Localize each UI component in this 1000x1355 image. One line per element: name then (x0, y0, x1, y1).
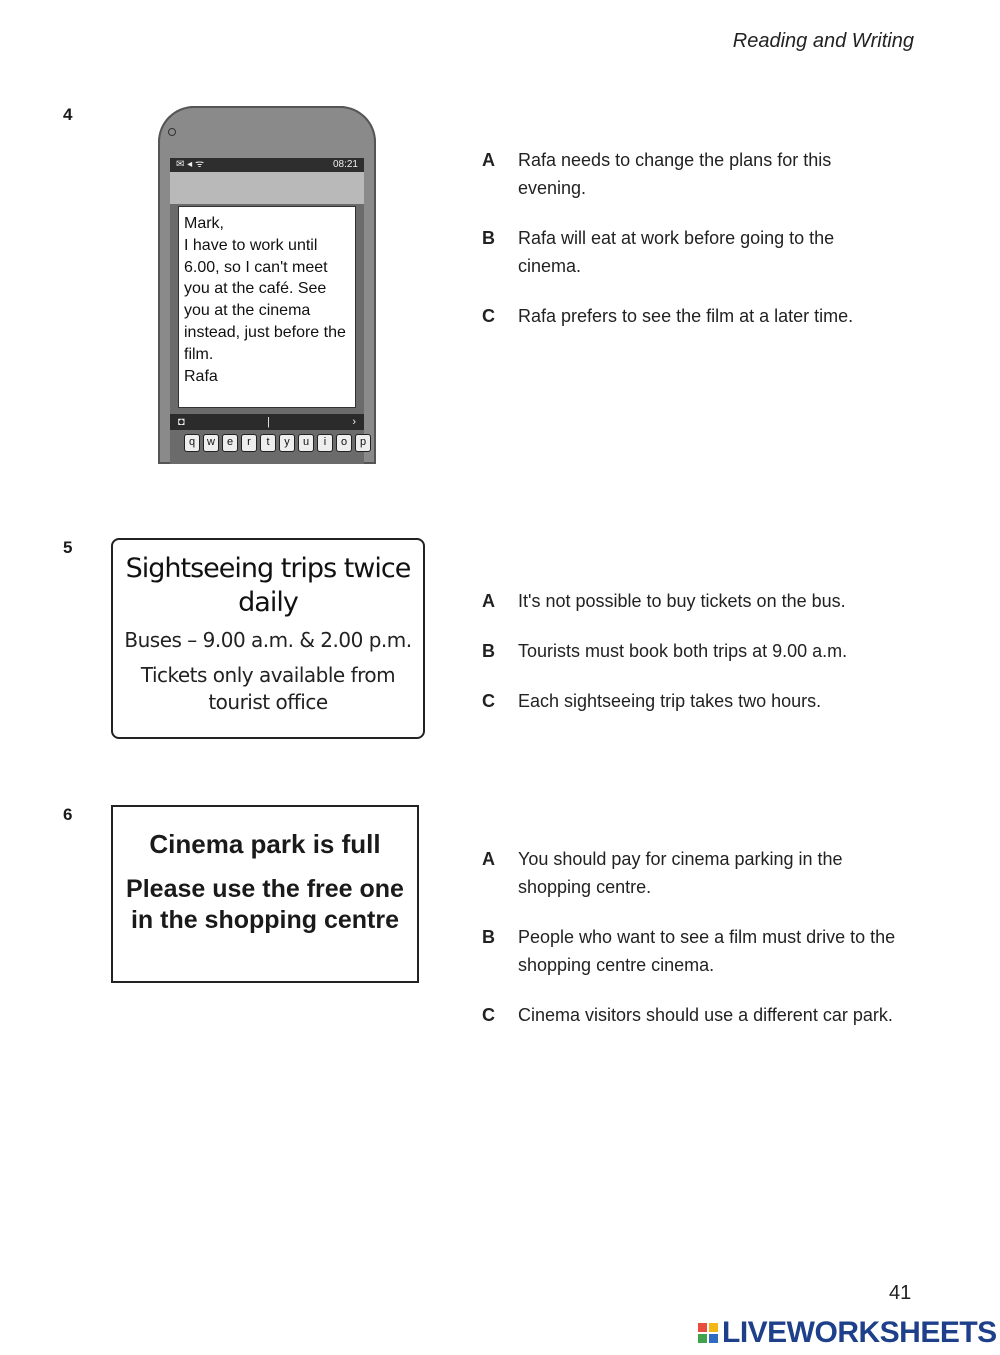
option-6c[interactable] (482, 1001, 902, 1029)
option-text: Rafa will eat at work before going to the cinema. (518, 228, 835, 276)
cursor-icon: | (267, 416, 270, 428)
phone-illustration (158, 106, 376, 464)
option-text: People who want to see a film must drive to the shopping centre cinema. (518, 927, 896, 975)
keyboard-key: u (298, 434, 314, 452)
message-toolbar (170, 414, 364, 430)
keyboard-key: i (317, 434, 333, 452)
keyboard-key: t (260, 434, 276, 452)
sign-title: Sightseeing trips twice daily (125, 553, 411, 618)
page-number: 41 (889, 1282, 912, 1304)
brand-logo[interactable] (698, 1318, 997, 1348)
options-question-6 (482, 845, 902, 1051)
keyboard-key: e (222, 434, 238, 452)
liveworksheets-logo-icon (698, 1323, 718, 1343)
option-text: You should pay for cinema parking in the shopping centre. (518, 849, 843, 897)
sign-bus-times: Buses – 9.00 a.m. & 2.00 p.m. (124, 628, 412, 652)
sign-instruction: Please use the free one in the shopping centre (126, 875, 404, 934)
option-text: Rafa prefers to see the film at a later time. (518, 306, 854, 326)
status-time: 08:21 (332, 159, 358, 170)
option-text: Rafa needs to change the plans for this evening. (518, 150, 832, 198)
phone-screen (170, 158, 367, 464)
keyboard-key: o (336, 434, 352, 452)
sign-heading: Cinema park is full (149, 829, 381, 859)
car-park-sign (111, 805, 419, 983)
option-text: Cinema visitors should use a different car park. (518, 1005, 893, 1025)
keyboard-key: q (184, 434, 200, 452)
option-4c[interactable] (482, 302, 902, 330)
option-5b[interactable] (482, 637, 902, 665)
screen-header (170, 172, 364, 204)
options-question-4 (482, 146, 902, 352)
sign-tickets-note: Tickets only available from tourist office (140, 663, 396, 714)
option-text: Each sightseeing trip takes two hours. (518, 691, 822, 711)
keyboard (184, 434, 371, 452)
option-text: Tourists must book both trips at 9.00 a.m. (518, 641, 848, 661)
option-letter: A (482, 849, 495, 869)
keyboard-key: w (203, 434, 219, 452)
status-bar (170, 158, 364, 172)
options-question-5 (482, 587, 902, 737)
option-4b[interactable] (482, 224, 902, 280)
status-icons: ✉ ◂ ᯤ (176, 159, 205, 170)
keyboard-key: p (355, 434, 371, 452)
option-letter: B (482, 927, 495, 947)
keyboard-key: r (241, 434, 257, 452)
send-icon: › (352, 416, 356, 428)
option-letter: A (482, 591, 495, 611)
camera-icon: ◘ (178, 416, 185, 428)
keyboard-key: y (279, 434, 295, 452)
option-4a[interactable] (482, 146, 902, 202)
option-6a[interactable] (482, 845, 902, 901)
question-number-6: 6 (63, 805, 73, 824)
option-6b[interactable] (482, 923, 902, 979)
brand-name: LIVEWORKSHEETS (722, 1316, 997, 1349)
sightseeing-sign (111, 538, 425, 739)
question-number-4: 4 (63, 105, 73, 124)
option-letter: A (482, 150, 495, 170)
option-5a[interactable] (482, 587, 902, 615)
option-5c[interactable] (482, 687, 902, 715)
question-number-5: 5 (63, 538, 73, 557)
text-message: Mark, I have to work until 6.00, so I can't meet you at the café. See you at the cinema instead, just before the film. Rafa (178, 206, 356, 408)
header-title: Reading and Writing (732, 30, 914, 52)
option-letter: C (482, 1005, 495, 1025)
option-letter: C (482, 306, 495, 326)
option-letter: C (482, 691, 495, 711)
option-letter: B (482, 228, 495, 248)
option-letter: B (482, 641, 495, 661)
option-text: It's not possible to buy tickets on the bus. (518, 591, 846, 611)
camera-dot (168, 128, 176, 136)
